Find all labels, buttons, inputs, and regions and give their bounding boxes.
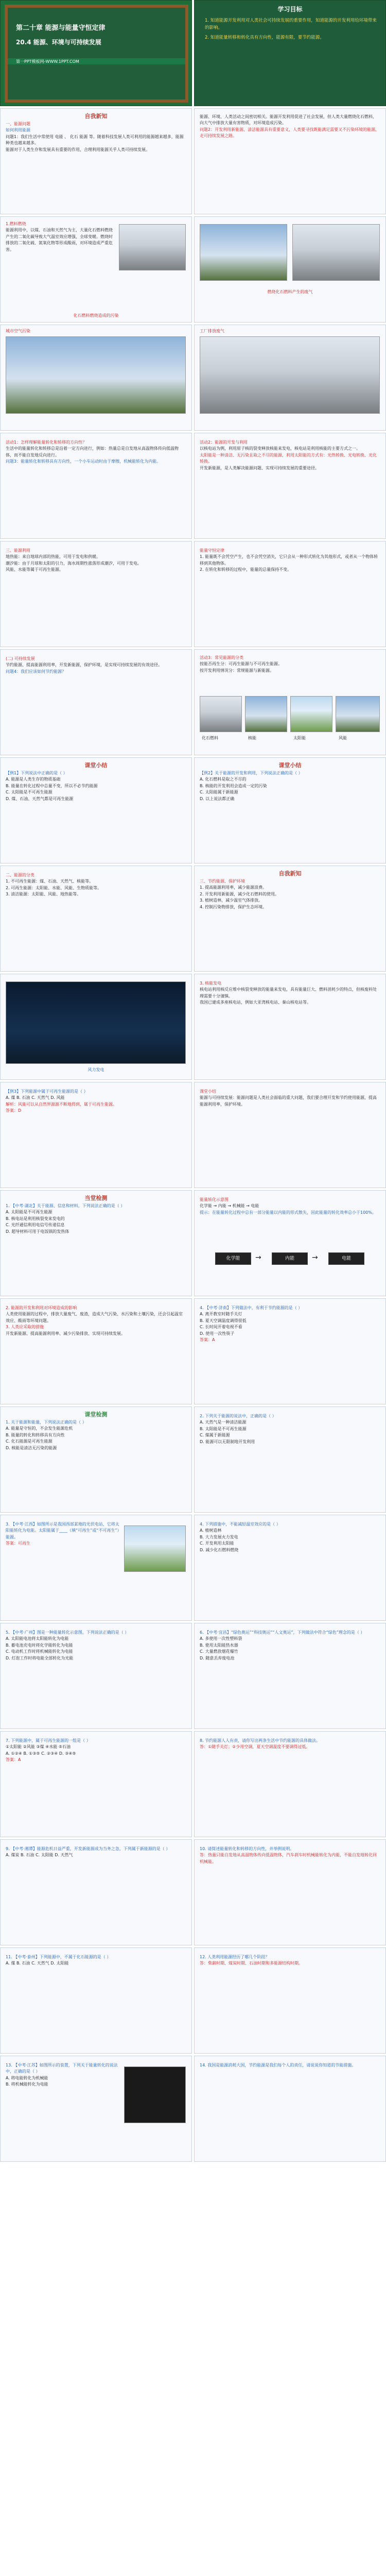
chain-label: 电能 [341, 1256, 351, 1261]
slide-energy-development [194, 433, 386, 539]
text-line: 【例2】关于能源的开发和利用，下列说法正确的是（ ） [200, 771, 303, 775]
text-line: 3. 清洁能源：太阳能、风能、地热能等。 [6, 892, 81, 897]
text-line: B. 能量在转化过程中总量不变，所以不必节约能源 [6, 783, 98, 788]
text-line: 10. 请简述能量转化和转移的方向性，并举例说明。 [200, 1846, 294, 1851]
chain-box-1 [215, 1252, 251, 1265]
text-line: B. 蓄电池充电时将化学能转化为电能 [6, 1642, 73, 1648]
photo-caption: 风力发电 [87, 1067, 104, 1072]
photo-label: 化石燃料 [202, 736, 218, 740]
text-line: 13. 【中考·江苏】如图所示的装置，下列关于能量转化的说法中，正确的是（ ） [6, 2063, 118, 2074]
photo-caption: 工厂排放废气 [200, 329, 224, 333]
cover-site-label: 第一PPT模板网-WWW.1PPT.COM [16, 59, 79, 64]
text-line: 风能、水能等属于可再生能源。 [6, 567, 63, 572]
slide-text [200, 1954, 380, 1967]
slide-example-2 [194, 757, 386, 863]
slide-check-14 [194, 2056, 386, 2162]
slide-row-14 [0, 1406, 386, 1513]
text-line: A. 能源是人类生存的物质基础 [6, 777, 61, 782]
text-line: 1. 提高能源利用率，减少能源浪费。 [200, 885, 267, 890]
slide-check-8 [194, 1731, 386, 1837]
slide-text [200, 1521, 380, 1553]
text-line: 8. 节约能源人人有责，请你写出两条生活中节约能源的具体做法。 [200, 1738, 321, 1743]
text-line: C. 大量燃放烟花爆竹 [200, 1649, 238, 1654]
study-goal-2: 2. 知道能量转移和转化具有方向性，能源有限，要节约能源。 [205, 35, 324, 40]
text-line: 能量转化示意图 [200, 1197, 229, 1202]
text-line: 一、能源问题 [6, 122, 30, 126]
text-line: C. 光纤通信利用电信号传递信息 [6, 1223, 65, 1228]
text-line: A. 煤炭 B. 石油 C. 太阳能 D. 天然气 [6, 1853, 73, 1858]
photo-label: 核能 [248, 736, 256, 740]
text-line: C. 太阳能是不可再生能源 [6, 790, 52, 795]
slide-text [6, 221, 114, 253]
slide-text [200, 770, 380, 802]
slide-row-19 [0, 1947, 386, 2054]
slide-fuel-burning [0, 216, 192, 323]
text-line: 问题3：能量转化和转移具有方向性，一个小车运动时由于摩擦，机械能转化为内能。 [6, 459, 161, 464]
slide-check-1 [0, 1406, 192, 1513]
text-line: 活动3：常见能源的分类 [200, 655, 244, 660]
slide-text [6, 656, 186, 675]
slide-row-11 [0, 1082, 386, 1188]
text-line: 2. 能源的开发和利用对环境造成的影响 [6, 1306, 77, 1310]
text-line: 问题4：我们应该如何节约能源？ [6, 669, 66, 674]
text-line: 2. 开发利用新能源，减少化石燃料的使用。 [200, 891, 279, 896]
wind-power-photo [6, 981, 186, 1064]
text-line: 核电站利用核反应堆中核裂变释放的能量来发电，具有能量巨大、燃料消耗少的特点，但核废料处理需要十分谨慎。 [200, 987, 377, 998]
text-line: 7. 下列能源中，属于可再生能源的一组是（ ） [6, 1738, 91, 1743]
slide-test-4 [194, 1298, 386, 1404]
slide-energy-chain [194, 1190, 386, 1296]
slide-row-4 [0, 325, 386, 431]
text-line: 能量守恒定律 [200, 548, 224, 553]
text-line: D. 能源可以无限制地开发利用 [200, 1439, 255, 1444]
slide-text [6, 1738, 186, 1764]
slide-text [6, 548, 186, 573]
slide-text [200, 1630, 380, 1662]
text-line: 按开发利用情况分：常规能源与新能源。 [200, 668, 274, 673]
text-line: 活动2：能源的开发与利用 [200, 440, 248, 445]
text-line: 2. 可再生能源：太阳能、水能、风能、生物质能等。 [6, 885, 102, 890]
text-line: C. 太阳能属于新能源 [200, 790, 238, 795]
slide-row-10 [0, 974, 386, 1080]
slide-sustainable [0, 649, 192, 755]
text-line: B. 夏天空调温度调得很低 [200, 1318, 247, 1323]
text-line: 12. 人类利用能源经历了哪几个阶段？ [200, 1955, 270, 1959]
text-line: A. 天然气是一种清洁能源 [200, 1420, 247, 1425]
slide-wind-power [0, 974, 192, 1080]
text-line: 2. 在转化和转移的过程中，能量的总量保持不变。 [200, 567, 292, 572]
text-line: 问题2：开发利用新能源、清洁能源具有重要意义，人类要寻找既能满足需要又不污染环境的能源，走可持续发展之路。 [200, 127, 380, 139]
text-line: B. 大力发展火力发电 [200, 1534, 238, 1539]
text-line: 三、能源利用 [6, 548, 30, 553]
text-line: 4. 【中考·济南】下列做法中，有利于节约能源的是（ ） [200, 1306, 303, 1310]
text-line: C. 开发利用太阳能 [200, 1541, 234, 1546]
text-line: 太阳能是一种清洁、无污染且取之不尽的能源，利用太阳能的方式有：光热转换、光电转换、光化转换。 [200, 452, 377, 464]
text-line: 生活中的能量转化和转移总是沿着一定方向进行，例如：热量总是自发地从高温物体传向低温物体，而不能自发地反向进行。 [6, 446, 179, 457]
text-line: 三、节约能源、保护环境 [200, 879, 245, 884]
text-line: 3. 核能发电 [200, 981, 222, 986]
slide-energy-direction [0, 433, 192, 539]
solar-station-photo [124, 1526, 186, 1572]
text-line: B. 能量的转化和转移具有方向性 [6, 1432, 65, 1437]
slide-header: 自我新知 [278, 870, 302, 877]
text-line: 9. 【中考·湘潭】能源危机日益严重，开发新能源成为当务之急，下列属于新能源的是（ ） [6, 1846, 170, 1851]
city-photo [200, 224, 287, 281]
slide-row-20 [0, 2056, 386, 2162]
slide-text [6, 872, 186, 898]
text-line: 问题1：我们生活中常使用 电能 、 化石 能源 等。随着科技发展人类可利用的能源越来越多，能源种类也越来越多。 [6, 134, 184, 146]
slide-text [200, 2062, 380, 2069]
energy-photo-4 [336, 696, 380, 732]
slide-exhaust-photos [194, 216, 386, 323]
text-line: 2. 下列关于能源的说法中，正确的是（ ） [200, 1414, 276, 1418]
chalkboard [5, 5, 188, 103]
text-line: B. 核能的开发利用会造成一定的污染 [200, 783, 267, 788]
slide-test-1 [0, 1190, 192, 1296]
text-line: B. 太阳能是不可再生能源 [200, 1426, 247, 1431]
slide-row-3 [0, 216, 386, 323]
slide-row-9 [0, 866, 386, 972]
slide-text [200, 114, 380, 140]
study-goals-slide [194, 0, 386, 106]
slide-row-13 [0, 1298, 386, 1404]
smoke-photo [119, 224, 186, 270]
text-line: 1. 关于能源和能量，下列说法正确的是（ ） [6, 1420, 86, 1425]
text-line: 3. 人类应采取的措施 [6, 1325, 44, 1330]
text-line: 我国已建成多座核电站，例如大亚湾核电站、秦山核电站等。 [200, 1000, 311, 1005]
slide-text [6, 1630, 186, 1662]
slide-row-2 [0, 108, 386, 214]
text-line: 能源利用中，以煤、石油和天然气为主，大量化石燃料燃烧产生的二氧化碳导致大气温室效应增强，全球变暖。燃烧时排放的二氧化硫、氮氧化物等形成酸雨，对环境造成严重危害。 [6, 228, 113, 252]
text-line: A. ①②④ B. ①③⑤ C. ②③④ D. ③④⑤ [6, 1751, 76, 1756]
text-line: D. 使用一次性筷子 [200, 1331, 235, 1336]
slide-energy-question [0, 108, 192, 214]
slide-header: 课堂小结 [278, 762, 302, 769]
slide-check-3 [0, 1515, 192, 1621]
slide-text [200, 1413, 380, 1445]
text-line: 【例1】下列说法中正确的是（ ） [6, 771, 67, 775]
slide-row-12 [0, 1190, 386, 1296]
text-line: 【例3】下列能源中属于可再生能源的是（ ） [6, 1089, 88, 1094]
text-line: 答：热量只能自发地从高温物体传向低温物体，汽车刹车时机械能转化为内能，不能自发地转化回机械能。 [200, 1853, 377, 1864]
city-pollution-photo [6, 336, 186, 414]
slide-text [6, 1305, 186, 1337]
text-line: 1. 能量既不会凭空产生，也不会凭空消失，它只会从一种形式转化为其他形式，或者从一个物体转移到其他物体。 [200, 554, 378, 566]
photo-caption: 燃烧化石燃料产生的废气 [267, 290, 313, 294]
text-line: 人类使用能源的过程中，排放大量废气、废渣，造成大气污染、水污染和土壤污染，还会引起温室效应、酸雨等环境问题。 [6, 1312, 183, 1323]
text-line: 答案：A [200, 1337, 215, 1342]
chain-box-2 [272, 1252, 308, 1265]
slide-row-16 [0, 1623, 386, 1729]
slide-check-12 [194, 1947, 386, 2054]
text-line: D. 灯泡工作时将电能全部转化为光能 [6, 1655, 74, 1660]
text-line: 解析：风能可以从自然界源源不断地得到，属于可再生能源。 [6, 1101, 117, 1107]
text-line: A. 太阳能电池将太阳能转化为电能 [6, 1636, 69, 1641]
slide-text [6, 1954, 186, 1967]
text-line: C. 电动机工作时将机械能转化为电能 [6, 1649, 73, 1654]
slide-energy-conservation [194, 541, 386, 647]
slide-text [200, 980, 380, 1006]
text-line: D. 减少化石燃料燃烧 [200, 1547, 239, 1552]
text-line: ①太阳能 ②风能 ③煤 ④水能 ⑤石油 [6, 1744, 71, 1750]
text-line: 节约能源、提高能源利用率，开发新能源，保护环境，是实现可持续发展的有效途径。 [6, 663, 162, 668]
slide-summary [194, 1082, 386, 1188]
text-line: A. 化石燃料是取之不尽的 [200, 777, 247, 782]
arrow-right-icon: → [255, 1253, 261, 1262]
slide-text [6, 1089, 186, 1114]
factory-photo [292, 224, 380, 281]
slide-text [200, 1738, 380, 1751]
slide-text [6, 2062, 119, 2088]
text-line: 3. 【中考·江西】如图所示是我国西部某地的光伏电站，它将太阳能转化为电能。太阳能属于____（填“可再生”或“不可再生”）能源。 [6, 1522, 119, 1539]
slide-row-17 [0, 1731, 386, 1837]
text-line: 能源对于人类生存和发展具有重要的作用，合理利用能源关乎人类可持续发展。 [6, 147, 150, 152]
energy-photo-3 [290, 696, 332, 732]
text-line: 地热能：来自地球内部的热能，可用于发电和供暖。 [6, 554, 100, 560]
slide-row-6 [0, 541, 386, 647]
slide-check-2 [194, 1406, 386, 1513]
slide-header: 自我新知 [84, 113, 108, 120]
text-line: 以核电站为例，利用原子核的裂变释放核能来发电，核电站是利用核能的主要方式之一。 [200, 446, 360, 451]
text-line: 二、能源的分类 [6, 873, 34, 877]
text-line: A. 煤 B. 石油 C. 天然气 D. 太阳能 [6, 1961, 69, 1966]
slide-text [200, 1089, 380, 1108]
slide-check-5 [0, 1623, 192, 1729]
text-line: A. 离开教室时随手关灯 [200, 1312, 242, 1317]
slide-row-5 [0, 433, 386, 539]
slide-check-4 [194, 1515, 386, 1621]
text-line: A. 将电能转化为机械能 [6, 2075, 48, 2080]
slide-text [6, 1419, 186, 1451]
slide-text [200, 878, 380, 910]
text-line: D. 超导材料可用于电饭锅的发热体 [6, 1229, 69, 1234]
slide-example-1 [0, 757, 192, 863]
text-line: 潮汐能：由于月球和太阳的引力，海水周期性涨落形成潮汐，可用于发电。 [6, 561, 142, 566]
cover-chapter-title: 第二十章 能源与能量守恒定律 [16, 24, 106, 32]
text-line: 11. 【中考·泰州】下列能源中，不属于化石能源的是（ ） [6, 1955, 111, 1959]
slide-text [6, 1846, 186, 1859]
text-line: 14. 我国是能源消耗大国，节约能源是我们每个人的责任，请说说你知道的节能措施。 [200, 2063, 356, 2067]
slide-environment-impact [0, 1298, 192, 1404]
text-line: 按能否再生分：可再生能源与不可再生能源。 [200, 662, 282, 667]
slide-row-7 [0, 649, 386, 755]
slide-header: 课堂小结 [84, 762, 108, 769]
energy-photo-2 [245, 696, 287, 732]
slide-factory-pollution [194, 325, 386, 431]
slide-text [200, 1197, 380, 1216]
slide-nuclear-power [194, 974, 386, 1080]
slide-header: 当堂检测 [84, 1195, 108, 1201]
text-line: 1. 【中考·湖北】关于能源、信息和材料，下列说法正确的是（ ） [6, 1204, 125, 1208]
study-goals-text [205, 17, 378, 41]
slide-text [200, 1846, 380, 1865]
text-line: 答案：D [6, 1108, 22, 1113]
cover-section-title: 20.4 能源、环境与可持续发展 [16, 39, 101, 46]
text-line: B. 将机械能转化为电能 [6, 2082, 48, 2087]
energy-photo-1 [200, 696, 242, 732]
text-line: D. 随意丢弃废电池 [200, 1655, 235, 1660]
slide-example-3 [0, 1082, 192, 1188]
slide-row-1 [0, 0, 386, 106]
text-line: 4. 控制污染物排放，保护生态环境。 [200, 904, 267, 909]
device-photo [124, 2066, 186, 2123]
text-line: 4. 下列措施中，不能减轻温室效应的是（ ） [200, 1522, 280, 1527]
text-line: 开发新能源，是人类解决能源问题、实现可持续发展的重要途径。 [200, 465, 319, 470]
text-line: 如何利用能源 [6, 128, 30, 133]
chain-box-3 [328, 1252, 364, 1265]
text-line: 化学能 → 内能 → 机械能 → 电能 [200, 1204, 259, 1209]
slide-text [6, 1521, 119, 1547]
arrow-right-icon: → [312, 1253, 318, 1262]
slide-check-6 [194, 1623, 386, 1729]
slide-text [200, 548, 380, 573]
photo-label: 风能 [339, 736, 347, 740]
text-line: 能源、环境、人类活动之间密切相关。能源开发利用促进了社会发展，但人类大量燃烧化石燃料，向大气中排放大量有害物质，对环境造成污染。 [200, 114, 377, 126]
slide-text [200, 439, 380, 471]
slide-text [6, 439, 186, 465]
text-line: 5. 【中考·广州】图是一种能量转化示意图，下列说法正确的是（ ） [6, 1630, 129, 1635]
chain-label: 内能 [285, 1256, 294, 1261]
slide-text [200, 655, 380, 674]
slide-text [6, 121, 186, 153]
text-line: A. 植树造林 [200, 1528, 222, 1533]
text-line: 活动1：怎样理解能量转化和转移的方向性？ [6, 440, 87, 445]
slide-check-13 [0, 2056, 192, 2162]
text-line: 答：①随手关灯；②少用空调，夏天空调温度不要调得过低。 [200, 1744, 310, 1750]
text-line: C. 化石能源是可再生能源 [6, 1439, 52, 1444]
slide-city-pollution [0, 325, 192, 431]
photo-caption: 化石燃料燃烧造成的污染 [73, 313, 119, 318]
study-goal-1: 1. 知道能源开发利用对人类社会可持续发展的重要作用，知道能源的开发利用给环境带来的影响。 [205, 18, 377, 31]
photo-label: 太阳能 [293, 736, 306, 740]
text-line: B. 使用太阳能热水器 [200, 1642, 238, 1648]
slide-row-18 [0, 1839, 386, 1945]
text-line: D. 煤、石油、天然气都是可再生能源 [6, 796, 74, 801]
text-line: 答案：A [6, 1757, 21, 1762]
slide-header: 课堂检测 [84, 1411, 108, 1418]
slide-check-10 [194, 1839, 386, 1945]
text-line: 1.燃料燃烧 [6, 222, 26, 226]
text-line: 提示：在能量转化过程中总有一部分能量以内能的形式散失，因此能量的转化效率总小于100%。 [200, 1210, 376, 1215]
text-line: 能源与可持续发展：能源问题是人类社会面临的重大问题，我们要合理开发和节约使用能源，提高能源利用率，保护环境。 [200, 1095, 377, 1107]
factory-pollution-photo [200, 336, 380, 414]
slide-check-11 [0, 1947, 192, 2054]
text-line: C. 长时间开着电视不看 [200, 1325, 242, 1330]
text-line: A. 太阳能是不可再生能源 [6, 1210, 52, 1215]
text-line: 答：柴薪时期、煤炭时期、石油时期和多能源结构时期。 [200, 1961, 303, 1966]
slide-save-energy [194, 866, 386, 972]
text-line: A. 煤 B. 石油 C. 天然气 D. 风能 [6, 1095, 65, 1100]
slide-energy-classification [0, 866, 192, 972]
slide-text [6, 1203, 186, 1235]
text-line: 答案：可再生 [6, 1541, 30, 1546]
text-line: 6. 【中考·宜昌】“绿色奥运”“科技奥运”“人文奥运”，下列做法中符合“绿色”理念的是（ ） [200, 1630, 365, 1635]
text-line: A. 多使用一次性塑料袋 [200, 1636, 242, 1641]
slide-text [6, 770, 186, 802]
text-line: D. 以上说法都正确 [200, 796, 235, 801]
text-line: 1. 不可再生能源：煤、石油、天然气、核能等。 [6, 879, 94, 884]
slide-check-9 [0, 1839, 192, 1945]
slide-row-15 [0, 1515, 386, 1621]
chain-label: 化学能 [226, 1256, 240, 1261]
slide-energy-environment [194, 108, 386, 214]
cover-slide [0, 0, 192, 106]
slide-check-7 [0, 1731, 192, 1837]
text-line: (二) 可持续发展 [6, 656, 35, 661]
text-line: A. 能量是守恒的，不会发生能源危机 [6, 1426, 73, 1431]
text-line: 3. 植树造林，减少温室气体排放。 [200, 898, 263, 903]
text-line: D. 核能是清洁无污染的能源 [6, 1445, 57, 1450]
slide-energy-types [194, 649, 386, 755]
text-line: 课堂小结 [200, 1089, 216, 1094]
slide-text [200, 1305, 380, 1343]
text-line: B. 核电站是利用核裂变来发电的 [6, 1216, 65, 1221]
slide-energy-usage [0, 541, 192, 647]
study-goals-title: 学习目标 [277, 6, 303, 13]
text-line: 开发新能源、提高能源利用率、减少污染排放、实现可持续发展。 [6, 1331, 125, 1336]
photo-caption: 城市空气污染 [6, 329, 30, 333]
slide-row-8 [0, 757, 386, 863]
text-line: C. 煤属于新能源 [200, 1433, 230, 1438]
